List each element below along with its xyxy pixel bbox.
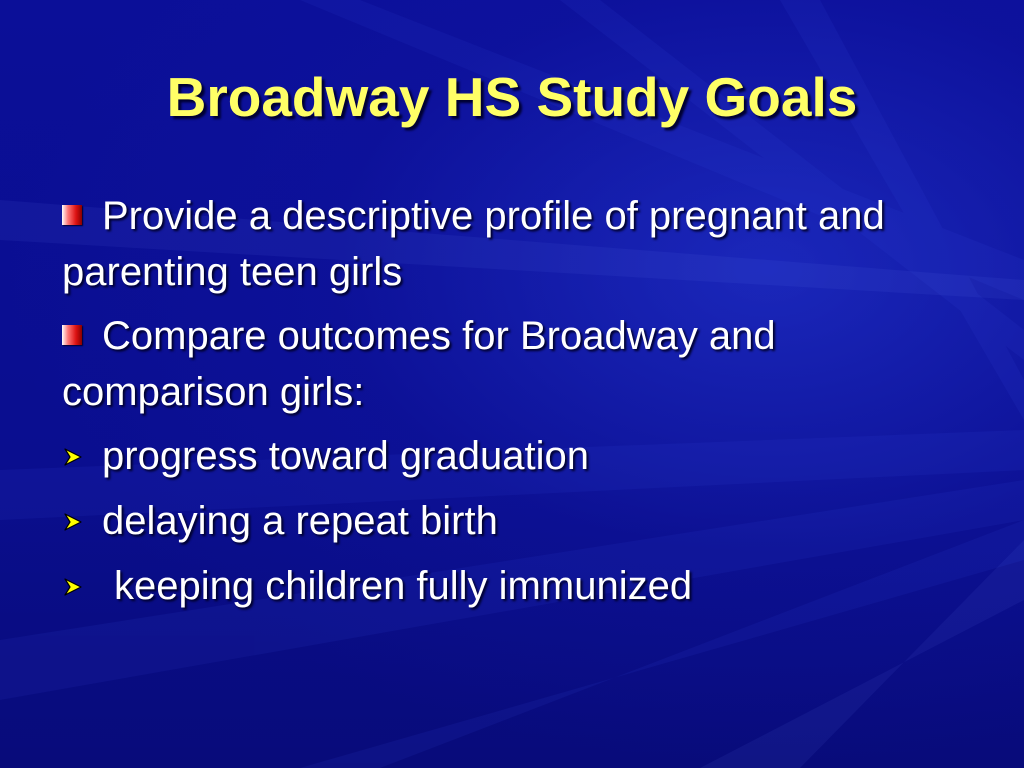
sub-bullet-item [62,428,982,484]
arrow-bullet-icon [62,576,84,598]
sub-bullet-item [62,558,982,614]
sub-bullet-item [62,493,982,549]
red-square-bullet-icon [62,205,82,225]
slide-body [62,188,982,623]
bullet-item [62,188,982,300]
red-square-bullet-icon [62,325,82,345]
bullet-text: Compare outcomes for Broadway and comparison girls: [62,314,776,414]
arrow-bullet-icon [62,446,84,468]
sub-bullet-text: keeping children fully immunized [114,564,693,608]
slide-title: Broadway HS Study Goals [166,66,858,128]
arrow-bullet-icon [62,511,84,533]
sub-bullet-text: progress toward graduation [102,434,589,478]
bullet-text: Provide a descriptive profile of pregnant and parenting teen girls [62,194,885,294]
bullet-item [62,308,982,420]
sub-bullet-text: delaying a repeat birth [102,499,498,543]
